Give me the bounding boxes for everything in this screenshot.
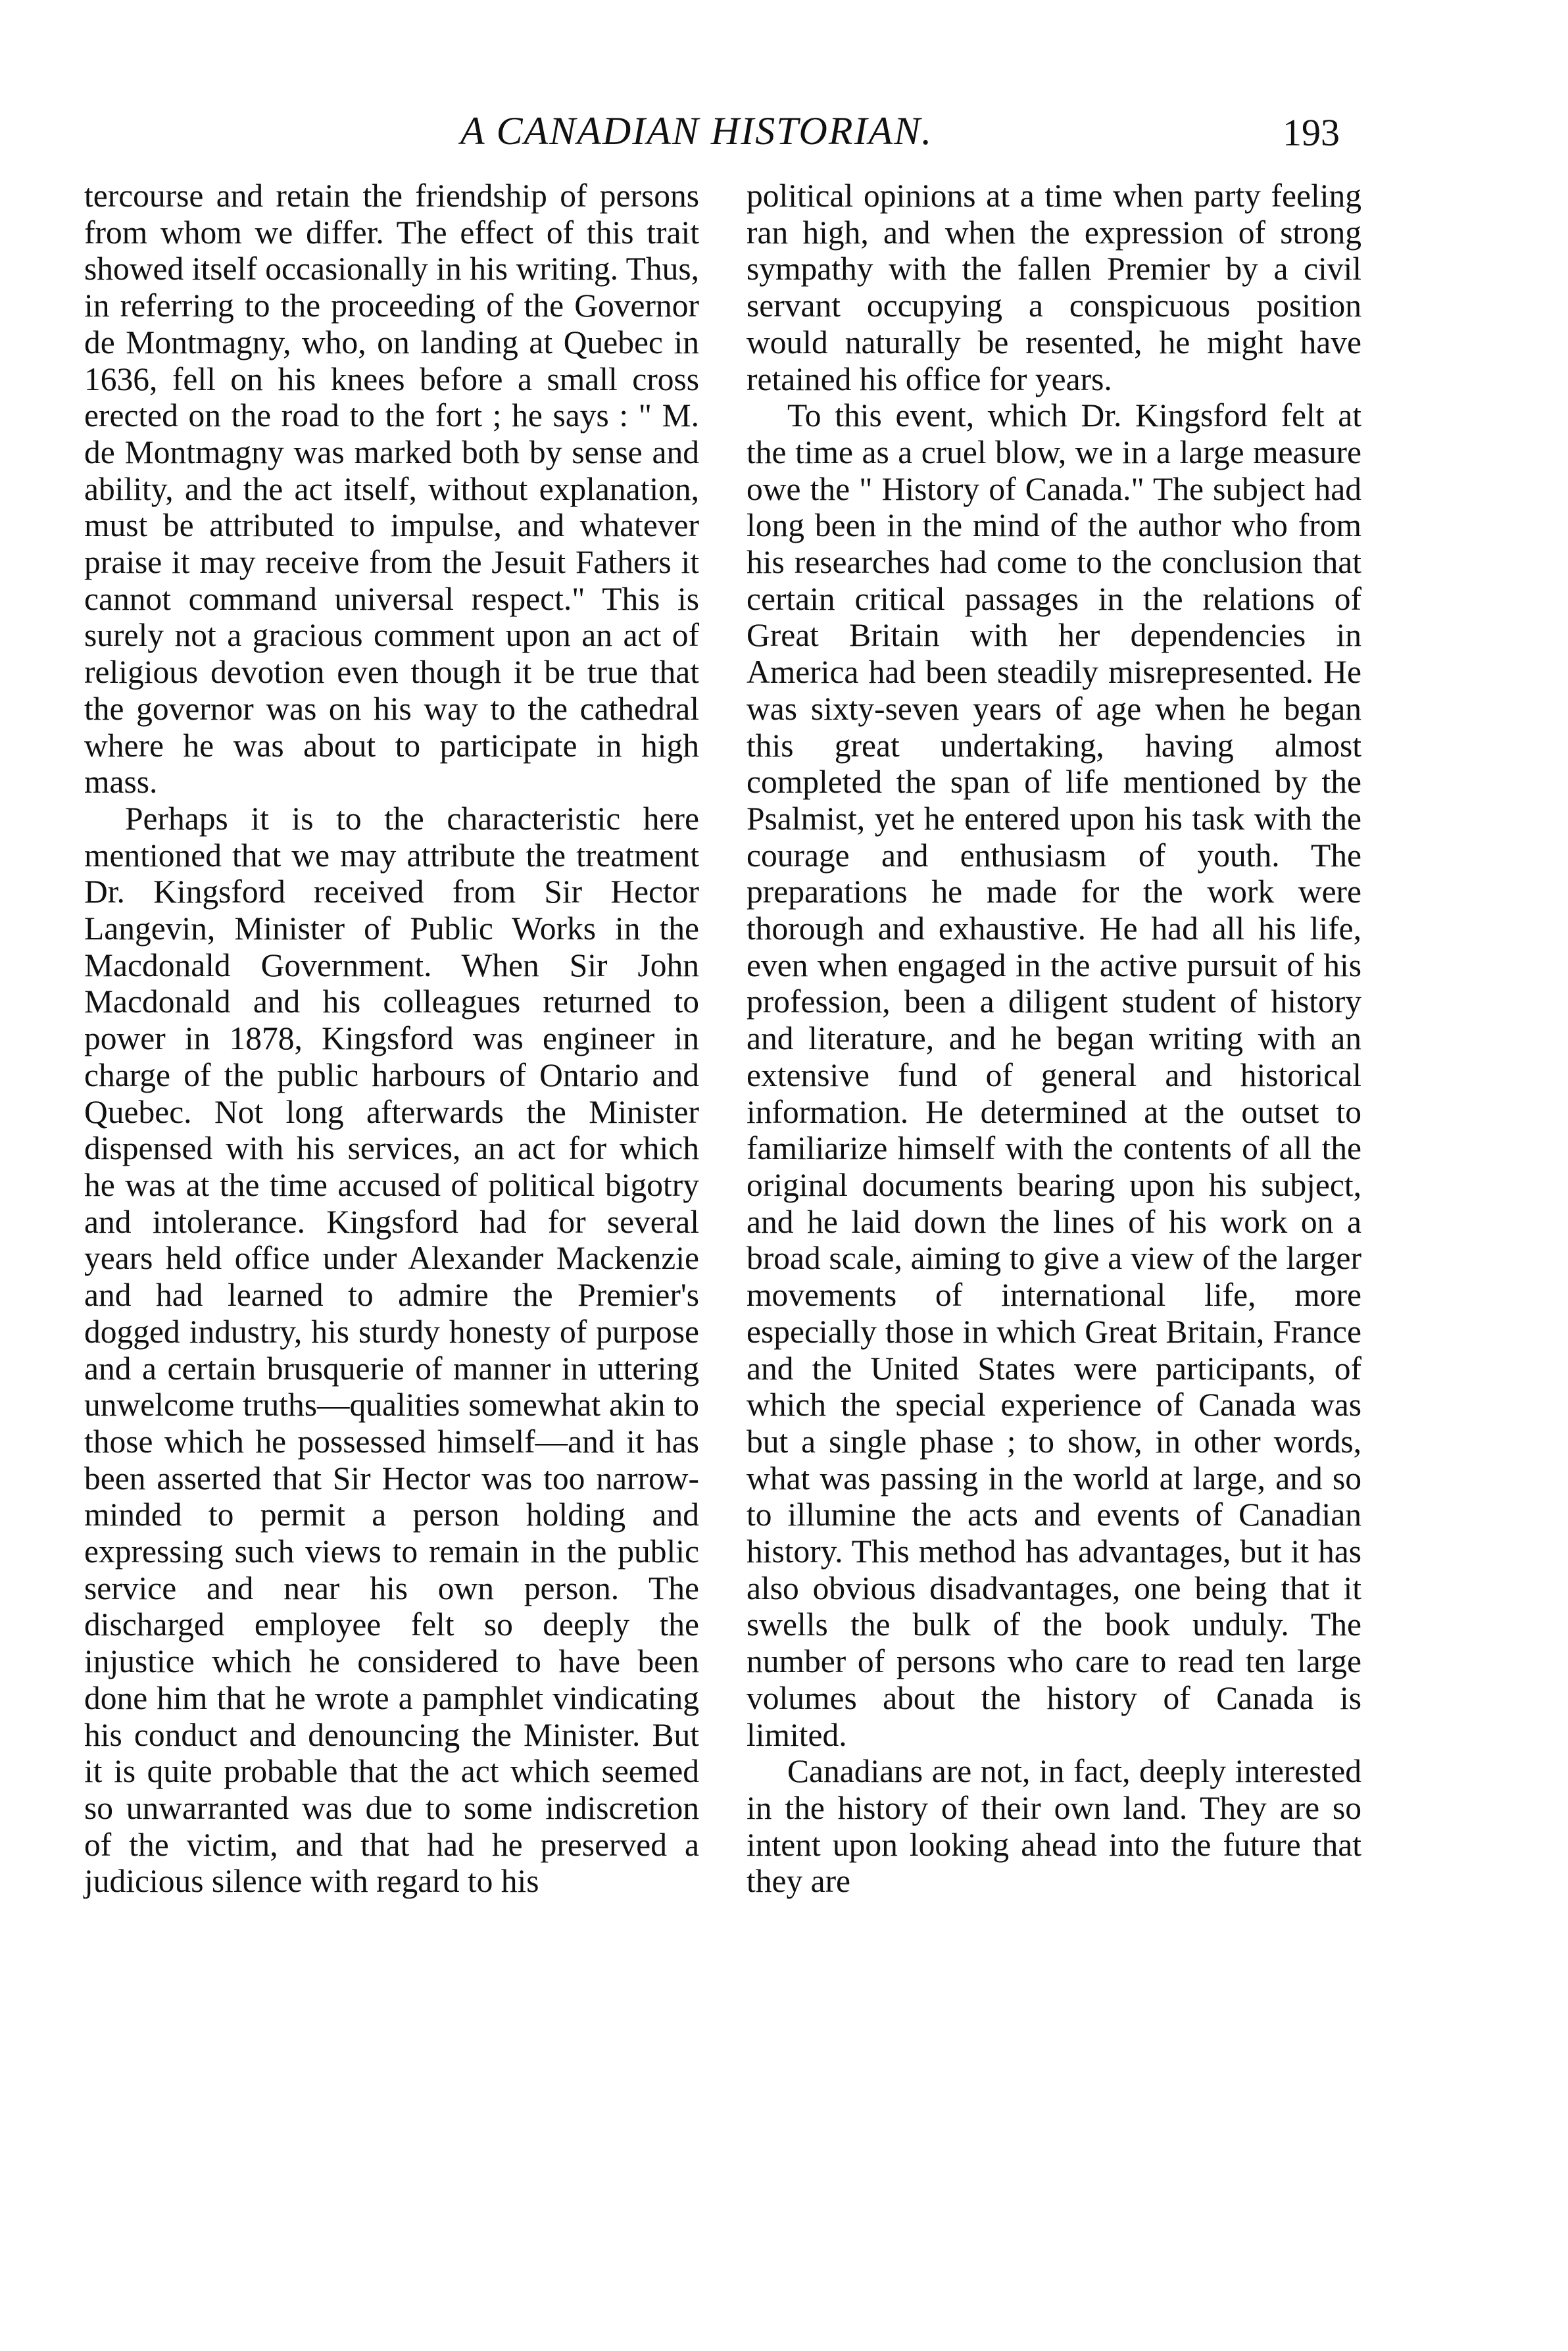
page-number: 193 bbox=[1283, 111, 1340, 154]
left-column bbox=[84, 178, 699, 1900]
paragraph: political opinions at a time when party feeling ran high, and when the expression of strong sympathy with the fallen Premier by a civil servant occupying a conspicuous position would naturally be resented, he might have retained his office for years. bbox=[747, 178, 1361, 397]
paragraph: To this event, which Dr. Kingsford felt at the time as a cruel blow, we in a large measure owe the " History of Canada." The subject had long been in the mind of the author who from his researches had come to the conclusion that certain critical passages in the relations of Great Britain with her dependencies in America had been steadily misrepresented. He was sixty-seven years of age when he began this great undertaking, having almost completed the span of life mentioned by the Psalmist, yet he entered upon his task with the courage and enthusiasm of youth. The preparations he made for the work were thorough and exhaustive. He had all his life, even when engaged in the active pursuit of his profession, been a diligent student of history and literature, and he began writing with an extensive fund of general and historical information. He determined at the outset to familiarize himself with the contents of all the original documents bearing upon his subject, and he laid down the lines of his work on a broad scale, aiming to give a view of the larger movements of international life, more especially those in which Great Britain, France and the United States were participants, of which the special experience of Canada was but a single phase ; to show, in other words, what was passing in the world at large, and so to illumine the acts and events of Canadian history. This method has advantages, but it has also obvious disadvantages, one being that it swells the bulk of the book unduly. The number of persons who care to read ten large volumes about the history of Canada is limited. bbox=[747, 397, 1361, 1753]
right-column bbox=[747, 178, 1361, 1900]
running-title: A CANADIAN HISTORIAN. bbox=[460, 109, 933, 153]
paragraph: tercourse and retain the friendship of persons from whom we differ. The effect of this trait showed itself occasionally in his writing. Thus, in referring to the proceeding of the Governor de Montmagny, who, on landing at Quebec in 1636, fell on his knees before a small cross erected on the road to the fort ; he says : " M. de Montmagny was marked both by sense and ability, and the act itself, without explanation, must be attributed to impulse, and whatever praise it may receive from the Jesuit Fathers it cannot command universal respect." This is surely not a gracious comment upon an act of religious devotion even though it be true that the governor was on his way to the cathedral where he was about to participate in high mass. bbox=[84, 178, 699, 801]
paragraph: Canadians are not, in fact, deeply interested in the history of their own land. They are so intent upon looking ahead into the future that they are bbox=[747, 1753, 1361, 1900]
paragraph: Perhaps it is to the characteristic here mentioned that we may attribute the treatment Dr. Kingsford received from Sir Hector Langevin, Minister of Public Works in the Macdonald Government. When Sir John Macdonald and his colleagues returned to power in 1878, Kingsford was engineer in charge of the public harbours of Ontario and Quebec. Not long afterwards the Minister dispensed with his services, an act for which he was at the time accused of political bigotry and intolerance. Kingsford had for several years held office under Alexander Mackenzie and had learned to admire the Premier's dogged industry, his sturdy honesty of purpose and a certain brusquerie of manner in uttering unwelcome truths—qualities somewhat akin to those which he possessed himself—and it has been asserted that Sir Hector was too narrow-minded to permit a person holding and expressing such views to remain in the public service and near his own person. The discharged employee felt so deeply the injustice which he considered to have been done him that he wrote a pamphlet vindicating his conduct and denouncing the Minister. But it is quite probable that the act which seemed so unwarranted was due to some indiscretion of the victim, and that had he preserved a judicious silence with regard to his bbox=[84, 800, 699, 1900]
